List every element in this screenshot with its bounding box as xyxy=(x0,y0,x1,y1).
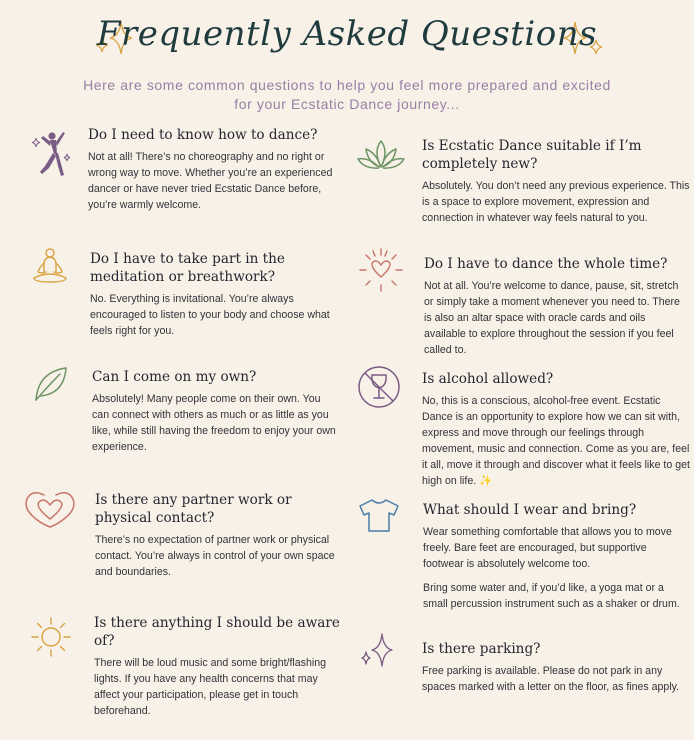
sun-icon xyxy=(30,616,72,658)
faq-item xyxy=(356,501,690,612)
faq-question: Do I need to know how to dance? xyxy=(88,127,318,143)
faq-answer: Not at all! There’s no choreography and no right or wrong way to move. Whether you’re an experienced dancer or have never tried Ecstatic Dance before, you’re warmly welcome. xyxy=(88,151,333,211)
hands-heart-icon xyxy=(24,489,76,529)
radiant-heart-icon xyxy=(356,247,406,293)
page-subtitle: Here are some common questions to help you feel more prepared and excited for your Ecstatic Dance journey... xyxy=(83,77,611,112)
faq-question: Is alcohol allowed? xyxy=(422,371,554,387)
faq-question: What should I wear and bring? xyxy=(423,502,637,518)
faq-answer: Not at all. You’re welcome to dance, pause, sit, stretch or simply take a moment whenever you need to. There is also an altar space with oracle cards and oils available to explore throughout the session if you feel called to. xyxy=(424,280,680,356)
faq-item xyxy=(356,137,690,226)
faq-question: Can I come on my own? xyxy=(92,369,257,385)
faq-question: Is there any partner work or physical contact? xyxy=(95,492,292,526)
lotus-icon xyxy=(356,137,406,175)
faq-item xyxy=(356,255,690,358)
faq-question: Is there parking? xyxy=(422,641,541,657)
faq-answer: There’s no expectation of partner work or physical contact. You’re always in control of your own space and boundaries. xyxy=(95,534,335,578)
tshirt-icon xyxy=(356,497,402,535)
faq-answer: Bring some water and, if you’d like, a yoga mat or a small percussion instrument such as a shaker or drum. xyxy=(423,582,680,610)
meditation-icon xyxy=(30,246,70,290)
faq-question: Do I have to dance the whole time? xyxy=(424,256,668,272)
faq-item xyxy=(356,370,690,489)
faq-question: Is Ecstatic Dance suitable if I’m completely new? xyxy=(422,138,642,172)
faq-item xyxy=(356,640,690,695)
faq-item xyxy=(24,491,340,580)
faq-item xyxy=(30,126,340,213)
faq-answer: Absolutely! Many people come on their own. You can connect with others as much or as little as you like, while still having the freedom to enjoy your own experience. xyxy=(92,393,336,453)
faq-item xyxy=(30,250,340,339)
faq-question: Is there anything I should be aware of? xyxy=(94,615,340,649)
faq-answer: No, this is a conscious, alcohol-free event. Ecstatic Dance is an opportunity to explore how we can sit with, express and move through our feelings through movement, music and connection. Come as you are, feel it all, move it through and discover what it feels like to get high on life. ✨ xyxy=(422,395,690,487)
faq-answer: No. Everything is invitational. You’re always encouraged to listen to your body and choose what feels right for you. xyxy=(90,293,330,337)
sparkle-emoji: ✨ xyxy=(479,475,493,487)
faq-answer: Free parking is available. Please do not park in any spaces marked with a letter on the floor, as fines apply. xyxy=(422,665,680,693)
faq-answer: Wear something comfortable that allows you to move freely. Bare feet are encouraged, but supportive footwear is absolutely welcome too. xyxy=(423,526,672,570)
faq-item xyxy=(30,614,340,719)
faq-item xyxy=(30,368,340,455)
dancer-icon xyxy=(30,128,72,180)
faq-answer: There will be loud music and some bright/flashing lights. If you have any health concerns that may affect your participation, please get in touch beforehand. xyxy=(94,657,327,717)
page-title: Frequently Asked Questions xyxy=(96,14,598,54)
leaf-icon xyxy=(30,364,70,404)
sparkle-icon xyxy=(356,630,396,670)
no-alcohol-icon xyxy=(356,364,402,410)
faq-answer: Absolutely. You don’t need any previous experience. This is a space to explore movement, expression and connection in whatever way feels natural to you. xyxy=(422,180,690,224)
faq-question: Do I have to take part in the meditation or breathwork? xyxy=(90,251,285,285)
